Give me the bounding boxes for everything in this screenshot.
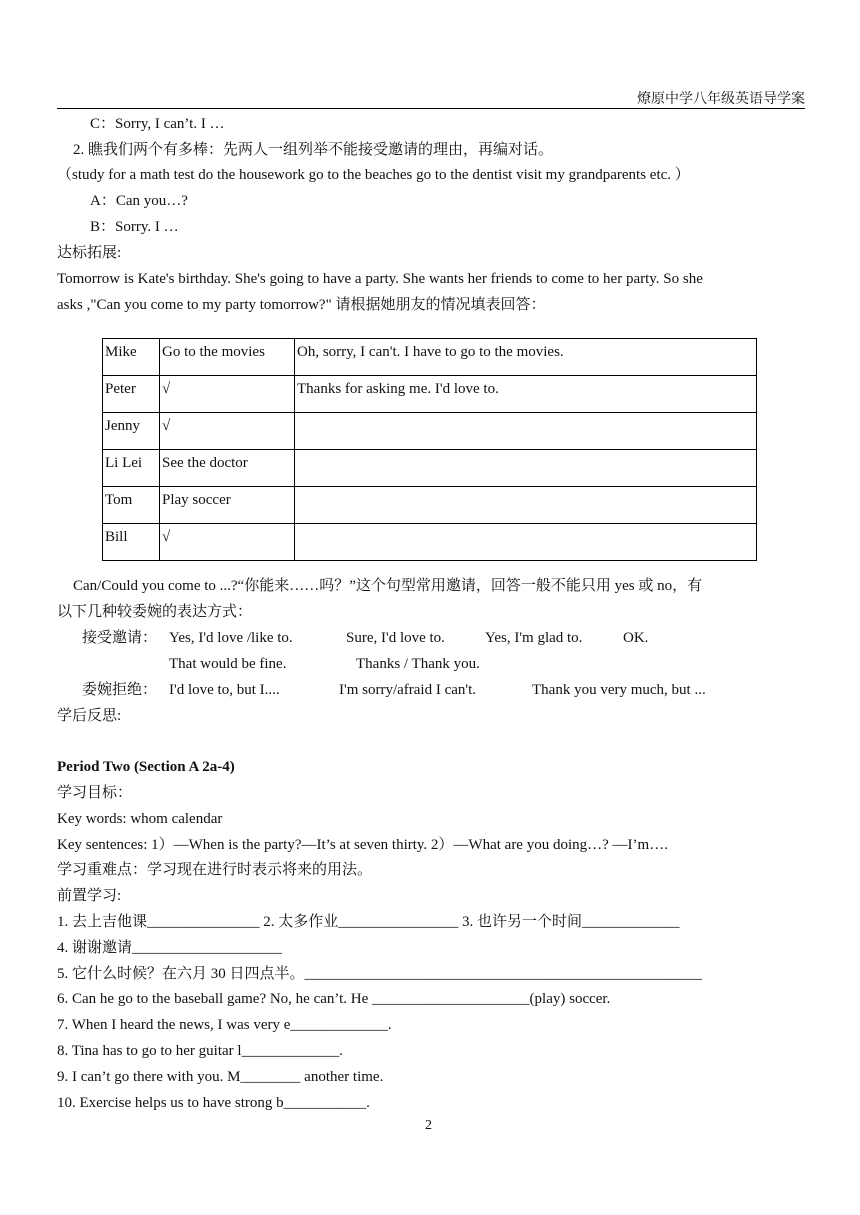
pre-study-heading: 前置学习: <box>57 888 122 904</box>
friend-status: See the doctor <box>160 450 295 487</box>
table-row <box>103 413 757 450</box>
friend-reply <box>295 450 757 487</box>
paragraph-line-1: Tomorrow is Kate's birthday. She's going to have a party. She wants her friends to come to her party. So she <box>57 271 703 287</box>
exercise-line: 6. Can he go to the baseball game? No, he can’t. He _____________________(play) soccer. <box>57 991 611 1007</box>
paragraph-line-2: asks ,"Can you come to my party tomorrow?" 请根据她朋友的情况填表回答： <box>57 297 546 313</box>
page-header <box>57 86 805 109</box>
friend-reply: Thanks for asking me. I'd love to. <box>295 376 757 413</box>
exercise-line: 4. 谢谢邀请____________________ <box>57 940 283 956</box>
exercise-line: 8. Tina has to go to her guitar l_____________. <box>57 1043 343 1059</box>
dialog-line-b: B：Sorry. I … <box>90 219 179 235</box>
friend-status: Play soccer <box>160 487 295 524</box>
task-2: 2. 瞧我们两个有多棒：先两人一组列举不能接受邀请的理由，再编对话。 <box>73 142 554 158</box>
page-number: 2 <box>425 1118 432 1133</box>
friend-name: Jenny <box>103 413 160 450</box>
dialog-line-c: C：Sorry, I can’t. I … <box>90 116 225 132</box>
friend-reply: Oh, sorry, I can't. I have to go to the movies. <box>295 339 757 376</box>
accept-label: 接受邀请： <box>82 630 158 646</box>
accept-phrase: That would be fine. <box>169 656 287 672</box>
goals-heading: 学习目标： <box>57 785 133 801</box>
exercise-line: 1. 去上吉他课_______________ 2. 太多作业________________ 3. 也许另一个时间_____________ <box>57 914 680 930</box>
exercise-line: 7. When I heard the news, I was very e_____________. <box>57 1017 392 1033</box>
invitation-table <box>102 338 757 561</box>
exercise-line: 5. 它什么时候？在六月 30 日四点半。_____________________________________________________ <box>57 966 703 982</box>
table-row <box>103 450 757 487</box>
focus-line: 学习重难点：学习现在进行时表示将来的用法。 <box>57 862 373 878</box>
section-extension: 达标拓展: <box>57 245 122 261</box>
friend-name: Tom <box>103 487 160 524</box>
key-words: Key words: whom calendar <box>57 811 223 827</box>
friend-status: √ <box>160 524 295 561</box>
friend-reply <box>295 524 757 561</box>
table-row <box>103 339 757 376</box>
period-heading: Period Two (Section A 2a-4) <box>57 759 235 775</box>
accept-phrase: Yes, I'm glad to. <box>485 630 583 646</box>
reason-list: （study for a math test do the housework go to the beaches go to the dentist visit my grandparents etc. ） <box>57 167 690 183</box>
friend-name: Peter <box>103 376 160 413</box>
friend-reply <box>295 487 757 524</box>
friend-name: Bill <box>103 524 160 561</box>
dialog-line-a: A：Can you…? <box>90 193 188 209</box>
accept-phrase: OK. <box>623 630 649 646</box>
friend-name: Li Lei <box>103 450 160 487</box>
refuse-phrase: I'm sorry/afraid I can't. <box>339 682 477 698</box>
friend-reply <box>295 413 757 450</box>
header-title: 燎原中学八年级英语导学案 <box>637 92 805 107</box>
friend-status: √ <box>160 413 295 450</box>
exercise-line: 10. Exercise helps us to have strong b___________. <box>57 1095 370 1111</box>
exercise-line: 9. I can’t go there with you. M________ another time. <box>57 1069 384 1085</box>
accept-phrase: Thanks / Thank you. <box>356 656 480 672</box>
friend-status: √ <box>160 376 295 413</box>
refuse-label: 委婉拒绝： <box>82 682 158 698</box>
key-sentences: Key sentences: 1）—When is the party?—It’s at seven thirty. 2）—What are you doing…? —I’m…. <box>57 837 668 853</box>
grammar-note-2: 以下几种较委婉的表达方式： <box>57 604 253 620</box>
grammar-note-1: Can/Could you come to ...?“你能来……吗？”这个句型常用邀请，回答一般不能只用 yes 或 no，有 <box>73 578 703 594</box>
refuse-phrase: Thank you very much, but ... <box>532 682 706 698</box>
accept-phrase: Yes, I'd love /like to. <box>169 630 293 646</box>
table-row <box>103 487 757 524</box>
friend-name: Mike <box>103 339 160 376</box>
reflection-heading: 学后反思: <box>57 708 122 724</box>
friend-status: Go to the movies <box>160 339 295 376</box>
table-row <box>103 524 757 561</box>
table-row <box>103 376 757 413</box>
accept-phrase: Sure, I'd love to. <box>346 630 445 646</box>
refuse-phrase: I'd love to, but I.... <box>169 682 280 698</box>
